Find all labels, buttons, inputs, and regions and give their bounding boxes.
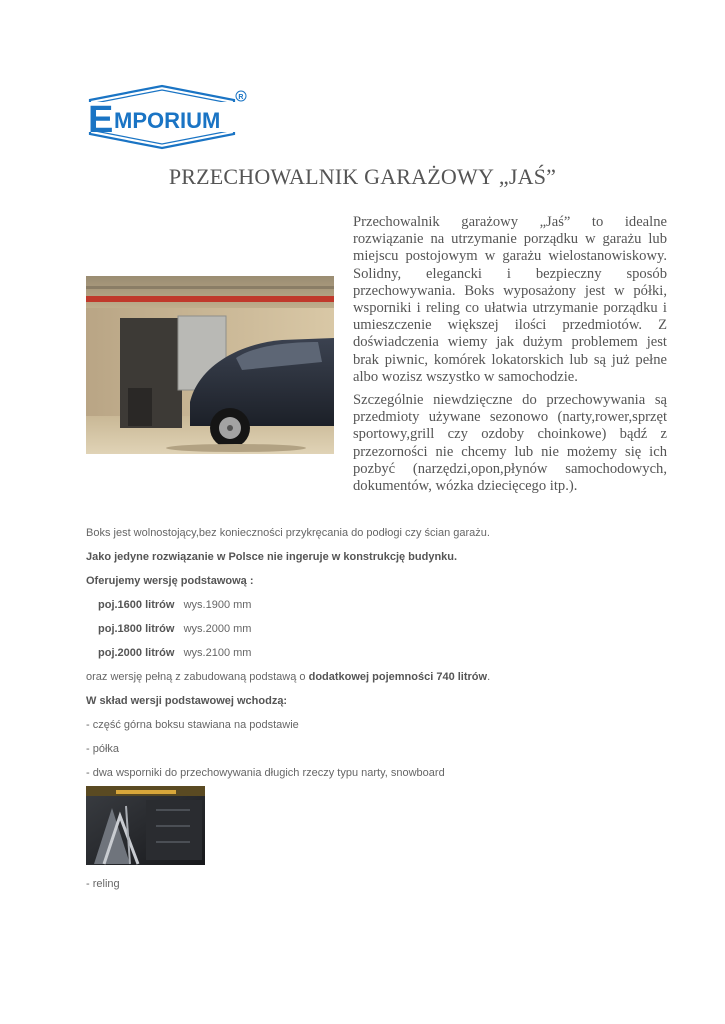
garage-box-car-photo (86, 276, 334, 454)
includes-item: - półka (86, 743, 120, 755)
version-capacity: poj.1600 litrów (98, 599, 175, 611)
emporium-logo (86, 84, 248, 150)
page-title: PRZECHOWALNIK GARAŻOWY „JAŚ” (168, 164, 557, 189)
box-interior-photo (86, 786, 205, 865)
versions-heading: Oferujemy wersję podstawową : (86, 575, 254, 587)
logo-initial: E (88, 99, 114, 141)
freestanding-note: Boks jest wolnostojący,bez konieczności przykręcania do podłogi czy ścian garażu. (86, 527, 490, 539)
full-version-note: oraz wersję pełną z zabudowaną podstawą o dodatkowej pojemności 740 litrów. (86, 671, 491, 683)
version-height: wys.1900 mm (183, 599, 252, 611)
version-row (98, 623, 251, 635)
version-capacity: poj.1800 litrów (98, 623, 175, 635)
unique-note: Jako jedyne rozwiązanie w Polsce nie ingeruje w konstrukcję budynku. (86, 551, 458, 563)
version-row (98, 647, 251, 659)
extra-capacity: dodatkowej pojemności 740 litrów (308, 671, 488, 683)
version-height: wys.2000 mm (183, 623, 252, 635)
version-capacity: poj.2000 litrów (98, 647, 175, 659)
includes-item: - część górna boksu stawiana na podstawie (86, 719, 299, 731)
logo-text: MPORIUM (114, 108, 221, 133)
intro-text (353, 214, 667, 501)
includes-heading: W skład wersji podstawowej wchodzą: (86, 695, 288, 707)
includes-item: - dwa wsporniki do przechowywania długich rzeczy typu narty, snowboard (86, 767, 445, 779)
version-row (98, 599, 251, 611)
svg-text:R: R (238, 94, 244, 101)
includes-item-reling: - reling (86, 878, 120, 890)
intro-paragraph-2: Szczególnie niewdzięczne do przechowywania są przedmioty używane sezonowo (narty,rower,sprzęt sportowy,grill czy ozdoby choinkowe) bądź z przezorności nie chcemy lub nie możemy się ich pozbyć (narzędzi,opon,płynów samochodowych, dokumentów, wózka dziecięcego itp.). (353, 392, 667, 495)
version-height: wys.2100 mm (183, 647, 252, 659)
intro-paragraph-1: Przechowalnik garażowy „Jaś” to idealne rozwiązanie na utrzymanie porządku w garażu lub miejscu postojowym w garażu wielostanowiskowy. Solidny, elegancki i bezpieczny sposób przechowywania. Boks wyposażony jest w półki, wsporniki i reling co ułatwia utrzymanie porządku i umieszczenie większej ilości przedmiotów. Z doświadczenia wiemy jak dużym problemem jest brak piwnic, komórek lokatorskich lub są już pełne albo wozisz wszystko w samochodzie. (353, 214, 667, 385)
